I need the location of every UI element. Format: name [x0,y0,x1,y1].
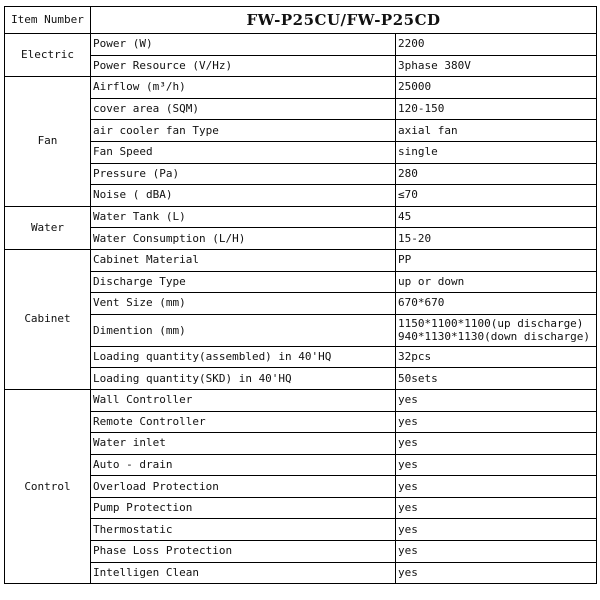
param-fan-speed: Fan Speed [91,141,396,163]
param-power-resource: Power Resource (V/Hz) [91,55,396,77]
table-row [5,163,597,185]
value-remote-controller: yes [396,411,597,433]
table-row [5,476,597,498]
spec-table [4,6,597,584]
param-discharge-type: Discharge Type [91,271,396,293]
param-phase-loss-protection: Phase Loss Protection [91,541,396,563]
param-remote-controller: Remote Controller [91,411,396,433]
header-row [5,7,597,34]
value-loading-assembled: 32pcs [396,346,597,368]
param-water-consumption: Water Consumption (L/H) [91,228,396,250]
value-dimension-down: 940*1130*1130(down discharge) [398,330,591,344]
value-thermostatic: yes [396,519,597,541]
value-loading-skd: 50sets [396,368,597,390]
value-cover-area: 120-150 [396,98,597,120]
table-row [5,346,597,368]
table-row [5,185,597,207]
param-cabinet-material: Cabinet Material [91,249,396,271]
table-row [5,293,597,315]
param-fan-type: air cooler fan Type [91,120,396,142]
param-loading-skd: Loading quantity(SKD) in 40'HQ [91,368,396,390]
table-row [5,120,597,142]
value-power: 2200 [396,34,597,56]
param-thermostatic: Thermostatic [91,519,396,541]
table-row [5,98,597,120]
param-auto-drain: Auto - drain [91,454,396,476]
value-vent-size: 670*670 [396,293,597,315]
table-row [5,228,597,250]
param-loading-assembled: Loading quantity(assembled) in 40'HQ [91,346,396,368]
value-noise: ≤70 [396,185,597,207]
value-cabinet-material: PP [396,249,597,271]
param-pump-protection: Pump Protection [91,497,396,519]
value-discharge-type: up or down [396,271,597,293]
value-auto-drain: yes [396,454,597,476]
table-row [5,389,597,411]
table-row [5,77,597,99]
value-fan-type: axial fan [396,120,597,142]
value-dimension [396,314,597,346]
table-row [5,519,597,541]
value-intelligent-clean: yes [396,562,597,584]
group-cabinet: Cabinet [5,249,91,389]
param-water-tank: Water Tank (L) [91,206,396,228]
table-row [5,541,597,563]
param-wall-controller: Wall Controller [91,389,396,411]
model-number: FW-P25CU/FW-P25CD [91,7,597,34]
group-fan: Fan [5,77,91,207]
group-control: Control [5,389,91,583]
value-power-resource: 3phase 380V [396,55,597,77]
param-dimension: Dimention (mm) [91,314,396,346]
item-number-label: Item Number [5,7,91,34]
value-fan-speed: single [396,141,597,163]
param-power: Power (W) [91,34,396,56]
table-row [5,206,597,228]
value-water-consumption: 15-20 [396,228,597,250]
table-row [5,562,597,584]
table-row [5,55,597,77]
param-cover-area: cover area (SQM) [91,98,396,120]
param-vent-size: Vent Size (mm) [91,293,396,315]
table-row [5,411,597,433]
table-row [5,433,597,455]
spec-sheet [4,6,596,594]
table-row [5,368,597,390]
value-pump-protection: yes [396,497,597,519]
group-water: Water [5,206,91,249]
table-row [5,314,597,346]
value-airflow: 25000 [396,77,597,99]
value-water-tank: 45 [396,206,597,228]
table-row [5,34,597,56]
table-row [5,141,597,163]
value-dimension-up: 1150*1100*1100(up discharge) [398,317,584,331]
value-water-inlet: yes [396,433,597,455]
value-overload-protection: yes [396,476,597,498]
group-electric: Electric [5,34,91,77]
param-airflow: Airflow (m³/h) [91,77,396,99]
value-wall-controller: yes [396,389,597,411]
table-row [5,497,597,519]
value-pressure: 280 [396,163,597,185]
value-phase-loss-protection: yes [396,541,597,563]
table-row [5,454,597,476]
param-overload-protection: Overload Protection [91,476,396,498]
param-pressure: Pressure (Pa) [91,163,396,185]
table-row [5,271,597,293]
table-row [5,249,597,271]
param-noise: Noise ( dBA) [91,185,396,207]
param-intelligent-clean: Intelligen Clean [91,562,396,584]
param-water-inlet: Water inlet [91,433,396,455]
